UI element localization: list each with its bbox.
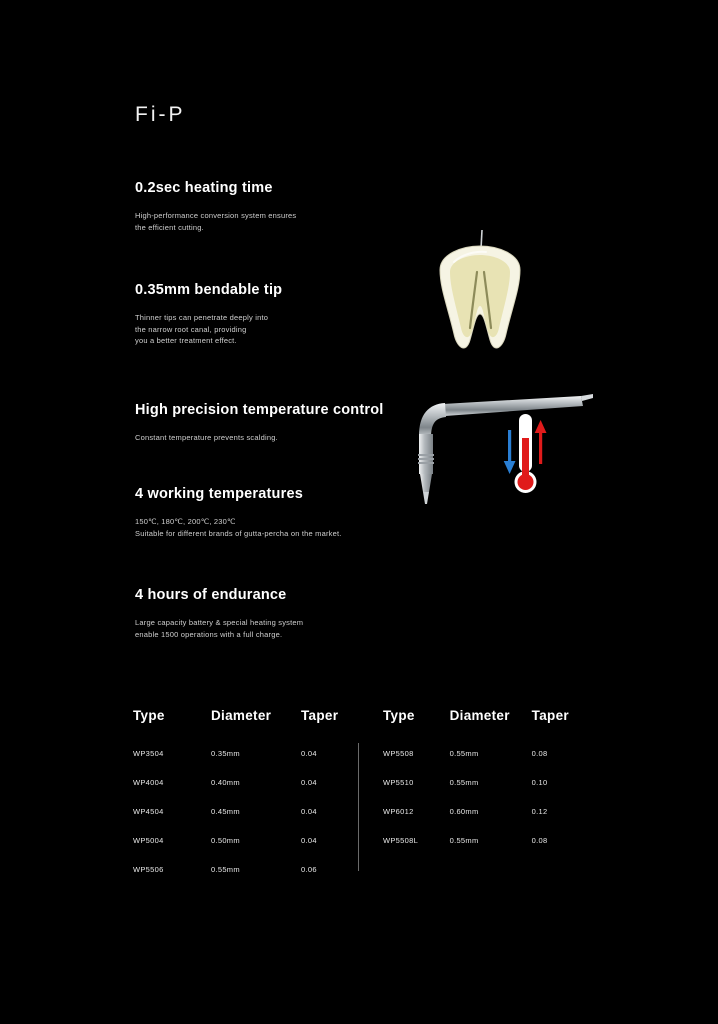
table-row: [133, 865, 371, 894]
table-row: [133, 836, 371, 865]
feature-heading: 4 working temperatures: [135, 486, 303, 502]
feature-block-endurance: [135, 587, 303, 640]
feature-heading: High precision temperature control: [135, 402, 384, 418]
cell-type: WP5510: [383, 778, 414, 787]
cell-taper: 0.06: [301, 865, 317, 874]
feature-block-working-temperatures: [135, 486, 342, 539]
cell-type: WP4504: [133, 807, 164, 816]
table-row: [383, 749, 593, 778]
cell-taper: 0.08: [531, 836, 548, 845]
table-header-row: [133, 708, 371, 749]
cell-taper: 0.12: [531, 807, 548, 816]
spec-table-left: [133, 708, 371, 894]
cell-diameter: 0.50mm: [211, 836, 240, 845]
cell-type: WP5508: [383, 749, 414, 758]
cell-taper: 0.08: [531, 749, 548, 758]
feature-body: Thinner tips can penetrate deeply into the narrow root canal, providing you a better treatment effect.: [135, 313, 269, 346]
cell-taper: 0.04: [301, 778, 317, 787]
column-header-diameter: Diameter: [449, 708, 510, 723]
cell-diameter: 0.55mm: [449, 836, 479, 845]
cell-type: WP6012: [383, 807, 414, 816]
table-divider: [358, 743, 359, 871]
column-header-taper: Taper: [531, 708, 569, 723]
cell-diameter: 0.55mm: [211, 865, 240, 874]
feature-block-temperature-control: [135, 402, 384, 444]
cell-diameter: 0.55mm: [449, 749, 479, 758]
cell-type: WP5506: [133, 865, 164, 874]
table-row: [133, 778, 371, 807]
cell-type: WP4004: [133, 778, 164, 787]
table-row: [383, 807, 593, 836]
column-header-type: Type: [383, 708, 415, 723]
cell-type: WP5508L: [383, 836, 419, 845]
cell-diameter: 0.60mm: [449, 807, 479, 816]
table-header-row: [383, 708, 593, 749]
cell-taper: 0.04: [301, 807, 317, 816]
table-row: [383, 836, 593, 865]
cell-diameter: 0.35mm: [211, 749, 240, 758]
column-header-type: Type: [133, 708, 165, 723]
spec-table-right: [383, 708, 593, 865]
cell-type: WP5004: [133, 836, 164, 845]
table-row: [133, 749, 371, 778]
feature-heading: 4 hours of endurance: [135, 587, 287, 603]
cell-diameter: 0.40mm: [211, 778, 240, 787]
tooth-icon: [420, 228, 540, 368]
thermometer-icon: [495, 408, 555, 503]
cell-taper: 0.10: [531, 778, 548, 787]
feature-body: 150℃, 180℃, 200℃, 230℃ Suitable for different brands of gutta-percha on the market.: [135, 517, 342, 538]
page-title: Fi-P: [135, 103, 186, 126]
cell-diameter: 0.55mm: [449, 778, 479, 787]
cell-taper: 0.04: [301, 836, 317, 845]
column-header-diameter: Diameter: [211, 708, 272, 723]
feature-body: Constant temperature prevents scalding.: [135, 433, 278, 442]
column-header-taper: Taper: [301, 708, 339, 723]
feature-body: High-performance conversion system ensures the efficient cutting.: [135, 211, 297, 232]
feature-block-bendable-tip: [135, 282, 282, 347]
cell-type: WP3504: [133, 749, 164, 758]
feature-body: Large capacity battery & special heating system enable 1500 operations with a full charge.: [135, 618, 304, 639]
table-row: [383, 778, 593, 807]
table-row: [133, 807, 371, 836]
feature-block-heating-time: [135, 180, 296, 233]
cell-taper: 0.04: [301, 749, 317, 758]
cell-diameter: 0.45mm: [211, 807, 240, 816]
feature-heading: 0.2sec heating time: [135, 180, 273, 196]
feature-heading: 0.35mm bendable tip: [135, 282, 283, 298]
